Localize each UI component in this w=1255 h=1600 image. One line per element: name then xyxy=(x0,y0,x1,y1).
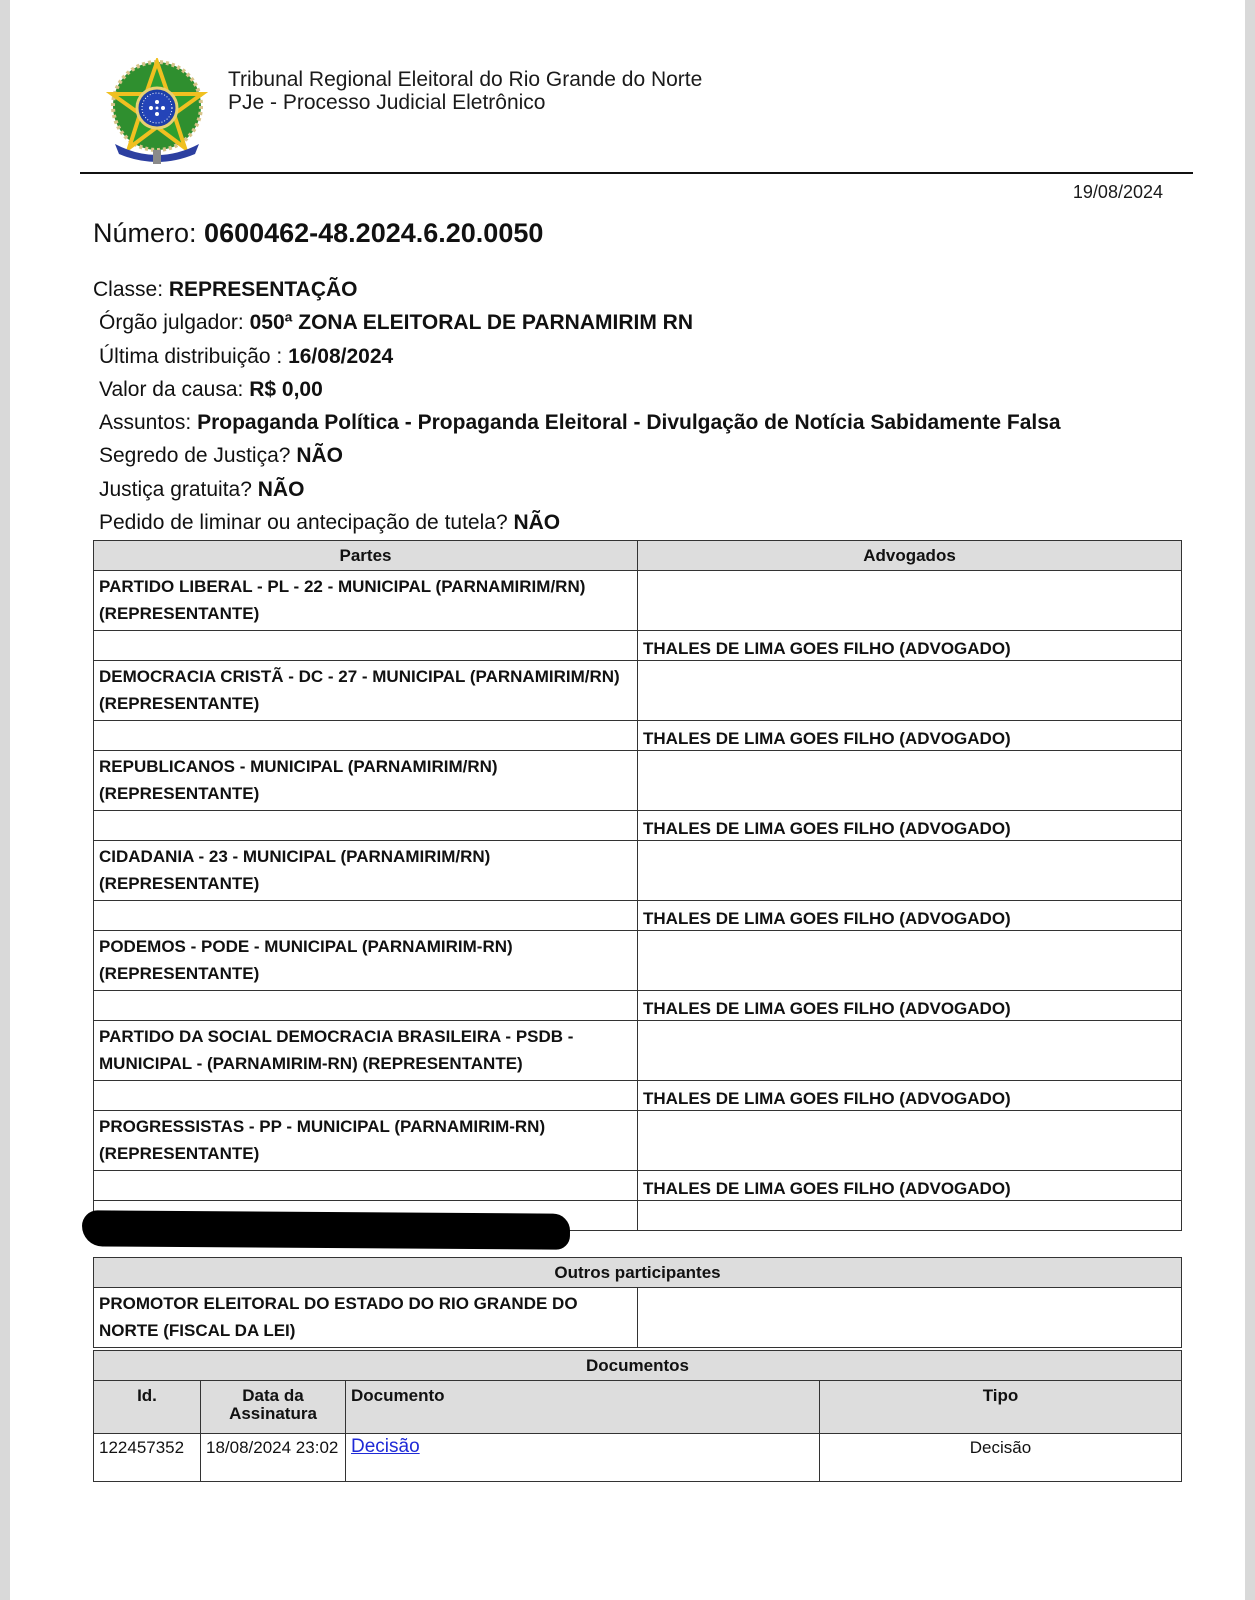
brazil-coat-of-arms-icon xyxy=(106,58,208,168)
empty-cell xyxy=(638,571,1182,631)
outros-header: Outros participantes xyxy=(94,1258,1182,1288)
process-fields xyxy=(93,276,1061,542)
field-distribuicao xyxy=(93,343,1061,376)
empty-cell xyxy=(638,1201,1182,1231)
table-header-row xyxy=(94,1258,1182,1288)
table-row xyxy=(94,931,1182,991)
header-text xyxy=(228,68,702,114)
field-segredo xyxy=(93,442,1061,475)
advogado-cell: THALES DE LIMA GOES FILHO (ADVOGADO) xyxy=(638,631,1182,661)
field-label: Última distribuição : xyxy=(99,344,283,368)
empty-cell xyxy=(94,991,638,1021)
numero-value: 0600462-48.2024.6.20.0050 xyxy=(204,218,544,248)
empty-cell xyxy=(94,901,638,931)
table-row xyxy=(94,571,1182,631)
field-value: 16/08/2024 xyxy=(288,344,394,368)
empty-cell xyxy=(638,1021,1182,1081)
table-row xyxy=(94,1081,1182,1111)
header-divider xyxy=(80,172,1193,174)
field-label: Justiça gratuita? xyxy=(99,477,252,501)
document-page xyxy=(10,0,1245,1600)
field-label: Classe: xyxy=(93,278,164,301)
field-value: NÃO xyxy=(257,477,305,501)
field-gratuita xyxy=(93,476,1061,509)
table-header-row xyxy=(94,541,1182,571)
table-row xyxy=(94,811,1182,841)
field-label: Segredo de Justiça? xyxy=(99,444,291,468)
parte-cell: DEMOCRACIA CRISTÃ - DC - 27 - MUNICIPAL (PARNAMIRIM/RN) (REPRESENTANTE) xyxy=(94,661,638,721)
document-link[interactable]: Decisão xyxy=(351,1436,420,1457)
advogado-cell: THALES DE LIMA GOES FILHO (ADVOGADO) xyxy=(638,811,1182,841)
field-label: Órgão julgador: xyxy=(99,311,244,335)
empty-cell xyxy=(638,661,1182,721)
advogado-cell: THALES DE LIMA GOES FILHO (ADVOGADO) xyxy=(638,1171,1182,1201)
empty-cell xyxy=(94,631,638,661)
empty-cell xyxy=(638,931,1182,991)
column-header-data: Data da Assinatura xyxy=(201,1381,346,1434)
field-label: Valor da causa: xyxy=(99,377,244,401)
parte-cell: PODEMOS - PODE - MUNICIPAL (PARNAMIRIM-RN) (REPRESENTANTE) xyxy=(94,931,638,991)
doc-type: Decisão xyxy=(820,1434,1182,1482)
parte-cell: PARTIDO DA SOCIAL DEMOCRACIA BRASILEIRA - PSDB - MUNICIPAL - (PARNAMIRIM-RN) (REPRESENTANTE) xyxy=(94,1021,638,1081)
field-label: Pedido de liminar ou antecipação de tutela? xyxy=(99,511,508,535)
process-number xyxy=(93,218,543,249)
table-row xyxy=(94,991,1182,1021)
table-row xyxy=(94,661,1182,721)
column-header-partes: Partes xyxy=(94,541,638,571)
outros-participantes-table xyxy=(93,1257,1182,1348)
table-title-row xyxy=(94,1351,1182,1381)
advogado-cell: THALES DE LIMA GOES FILHO (ADVOGADO) xyxy=(638,991,1182,1021)
empty-cell xyxy=(638,1111,1182,1171)
table-row xyxy=(94,751,1182,811)
table-row xyxy=(94,721,1182,751)
field-value: 050ª ZONA ELEITORAL DE PARNAMIRIM RN xyxy=(249,311,693,335)
court-name: Tribunal Regional Eleitoral do Rio Grande do Norte xyxy=(228,68,703,91)
numero-label: Número: xyxy=(93,218,197,248)
table-row xyxy=(94,901,1182,931)
field-label: Assuntos: xyxy=(99,411,192,435)
empty-cell xyxy=(94,721,638,751)
parte-cell: PARTIDO LIBERAL - PL - 22 - MUNICIPAL (PARNAMIRIM/RN) (REPRESENTANTE) xyxy=(94,571,638,631)
parte-cell: REPUBLICANOS - MUNICIPAL (PARNAMIRIM/RN) (REPRESENTANTE) xyxy=(94,751,638,811)
table-row xyxy=(94,1171,1182,1201)
parte-cell: PROGRESSISTAS - PP - MUNICIPAL (PARNAMIRIM-RN) (REPRESENTANTE) xyxy=(94,1111,638,1171)
empty-cell xyxy=(638,751,1182,811)
table-row xyxy=(94,631,1182,661)
field-value: REPRESENTAÇÃO xyxy=(168,278,358,301)
empty-cell xyxy=(638,1288,1182,1348)
advogado-cell: THALES DE LIMA GOES FILHO (ADVOGADO) xyxy=(638,721,1182,751)
field-value: NÃO xyxy=(296,444,343,468)
column-header-documento: Documento xyxy=(346,1381,820,1434)
print-date: 19/08/2024 xyxy=(1072,182,1163,202)
field-value: NÃO xyxy=(513,511,561,535)
field-classe xyxy=(93,276,1061,309)
partes-table xyxy=(93,540,1182,1231)
empty-cell xyxy=(638,841,1182,901)
table-row xyxy=(94,841,1182,901)
column-header-id: Id. xyxy=(94,1381,201,1434)
redaction-mark xyxy=(82,1210,570,1249)
column-header-tipo: Tipo xyxy=(820,1381,1182,1434)
empty-cell xyxy=(94,1081,638,1111)
parte-cell: PROMOTOR ELEITORAL DO ESTADO DO RIO GRANDE DO NORTE (FISCAL DA LEI) xyxy=(94,1288,638,1348)
field-orgao xyxy=(93,309,1061,342)
documentos-title: Documentos xyxy=(94,1351,1182,1381)
empty-cell xyxy=(94,1171,638,1201)
documentos-table xyxy=(93,1350,1182,1482)
table-row xyxy=(94,1434,1182,1482)
advogado-cell: THALES DE LIMA GOES FILHO (ADVOGADO) xyxy=(638,1081,1182,1111)
advogado-cell: THALES DE LIMA GOES FILHO (ADVOGADO) xyxy=(638,901,1182,931)
parte-cell: CIDADANIA - 23 - MUNICIPAL (PARNAMIRIM/RN) (REPRESENTANTE) xyxy=(94,841,638,901)
field-value: R$ 0,00 xyxy=(249,377,323,401)
empty-cell xyxy=(94,811,638,841)
field-liminar xyxy=(93,509,1061,542)
column-header-advogados: Advogados xyxy=(638,541,1182,571)
table-row xyxy=(94,1021,1182,1081)
table-header-row xyxy=(94,1381,1182,1434)
field-value: Propaganda Política - Propaganda Eleitoral - Divulgação de Notícia Sabidamente Falsa xyxy=(197,411,1061,435)
doc-id: 122457352 xyxy=(94,1434,201,1482)
table-row xyxy=(94,1111,1182,1171)
field-assuntos xyxy=(93,409,1061,442)
doc-link-cell xyxy=(346,1434,820,1482)
field-valor xyxy=(93,376,1061,409)
table-row xyxy=(94,1288,1182,1348)
doc-date: 18/08/2024 23:02 xyxy=(201,1434,346,1482)
system-name: PJe - Processo Judicial Eletrônico xyxy=(228,91,546,114)
